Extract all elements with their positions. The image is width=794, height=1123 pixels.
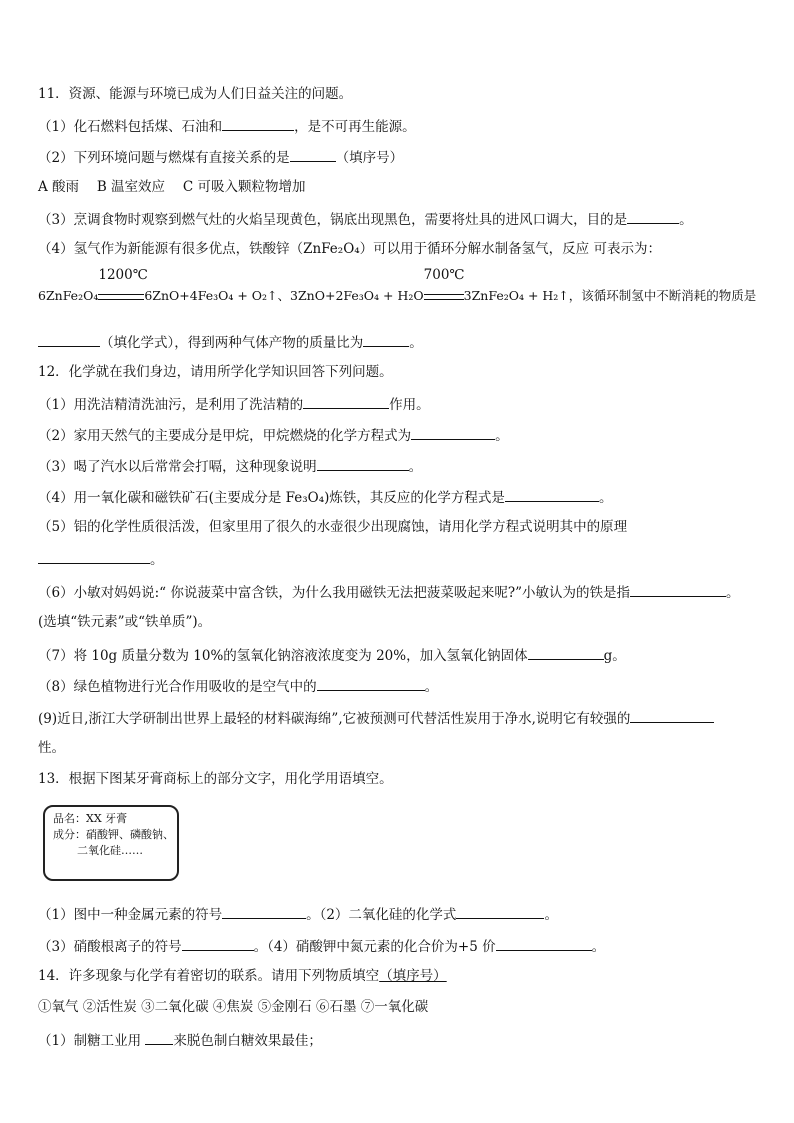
reaction-arrow (423, 267, 465, 306)
q13-title: 13．根据下图某牙膏商标上的部分文字，用化学用语填空。 (38, 771, 393, 787)
answer-blank[interactable] (145, 1029, 173, 1045)
answer-blank[interactable] (456, 903, 544, 919)
q12-part4-text: （4）用一氧化碳和磁铁矿石(主要成分是 Fe₃O₄)炼铁，其反应的化学方程式是 (38, 490, 505, 506)
q12-part6 (38, 581, 739, 603)
answer-blank[interactable] (528, 644, 604, 660)
q12-part3-text: （3）喝了汽水以后常常会打嗝，这种现象说明 (38, 459, 317, 475)
q12-part9 (38, 707, 714, 729)
answer-blank[interactable] (317, 675, 425, 691)
q11-part2-tail: （填序号） (335, 150, 404, 166)
answer-blank[interactable] (38, 331, 100, 347)
answer-blank[interactable] (182, 935, 254, 951)
q14-part1-text: （1）制糖工业用 (38, 1033, 146, 1049)
answer-blank[interactable] (38, 548, 150, 564)
q13-part2-text: 。（2）二氧化硅的化学式 (306, 907, 457, 923)
q11-part1-text: （1）化石燃料包括煤、石油和 (38, 119, 223, 135)
answer-blank[interactable] (363, 331, 409, 347)
reaction-condition: 700℃ (423, 267, 465, 283)
q13-part3 (38, 935, 605, 957)
answer-blank[interactable] (411, 424, 495, 440)
equation-products: 6ZnO+4Fe₃O₄ + O₂↑、3ZnO+2Fe₃O₄ + H₂O (144, 288, 424, 303)
q11-part4: （4）氢气作为新能源有很多优点，铁酸锌（ZnFe₂O₄）可以用于循环分解水制备氢气，反应 可表示为： (38, 241, 661, 257)
q12-part1 (38, 393, 430, 415)
q14-title-text: 14．许多现象与化学有着密切的联系。请用下列物质填空 (38, 968, 380, 984)
label-line: 二氧化硅…… (77, 844, 143, 857)
q12-part8-text: （8）绿色植物进行光合作用吸收的是空气中的 (38, 679, 317, 695)
equation-products: 3ZnFe₂O₄ + H₂↑，该循环制氢中不断消耗的物质是 (463, 288, 757, 303)
q12-part5-answer (38, 548, 164, 570)
answer-blank[interactable] (222, 115, 294, 131)
q11-part3-text: （3）烹调食物时观察到燃气灶的火焰呈现黄色，锅底出现黑色，需要将灶具的进风口调大，目的是 (38, 212, 628, 228)
q11-part3 (38, 208, 693, 230)
q11-part1-tail: ，是不可再生能源。 (294, 119, 416, 135)
q12-part8-tail: 。 (424, 679, 439, 695)
q12-part2 (38, 424, 509, 446)
answer-blank[interactable] (222, 903, 306, 919)
label-line: 品名：XX 牙膏 (53, 812, 128, 825)
q11-part2 (38, 146, 403, 168)
q12-part7-tail: g。 (603, 648, 626, 664)
answer-blank[interactable] (496, 935, 592, 951)
q12-part2-text: （2）家用天然气的主要成分是甲烷，甲烷燃烧的化学方程式为 (38, 428, 412, 444)
label-line: 成分：硝酸钾、磷酸钠、 (53, 828, 174, 841)
q12-title: 12．化学就在我们身边，请用所学化学知识回答下列问题。 (38, 364, 393, 380)
answer-blank[interactable] (627, 208, 679, 224)
q12-part3 (38, 455, 422, 477)
answer-blank[interactable] (505, 486, 599, 502)
q13-part3-tail: 。 (591, 939, 606, 955)
q12-part9-text: (9)近日,浙江大学研制出世界上最轻的材料碳海绵”,它被预测可代替活性炭用于净水,说明它有较强的 (38, 711, 631, 727)
q11-part1 (38, 115, 416, 137)
q14-part1-tail: 来脱色制白糖效果最佳； (173, 1033, 322, 1049)
q12-part5: （5）铝的化学性质很活泼，但家里用了很久的水壶很少出现腐蚀，请用化学方程式说明其中的原理 (38, 519, 628, 535)
q12-part1-text: （1）用洗洁精清洗油污，是利用了洗洁精的 (38, 397, 304, 413)
q11-part4-tail: 。 (409, 335, 423, 351)
answer-blank[interactable] (630, 707, 714, 723)
q13-part4-text: 。（4）硝酸钾中氮元素的化合价为+5 价 (253, 939, 496, 955)
q12-part8 (38, 675, 438, 697)
reaction-arrow (98, 267, 148, 306)
q14-title-note: （填序号） (379, 968, 447, 984)
q11-title: 11．资源、能源与环境已成为人们日益关注的问题。 (38, 86, 353, 102)
q11-part4-text: （填化学式），得到两种气体产物的质量比为 (100, 335, 364, 351)
q11-options: A 酸雨 B 温室效应 C 可吸入颗粒物增加 (38, 179, 306, 195)
answer-blank[interactable] (290, 146, 336, 162)
q14-title (38, 966, 447, 986)
q12-part3-tail: 。 (408, 459, 423, 475)
answer-blank[interactable] (630, 581, 726, 597)
q12-part7-text: （7）将 10g 质量分数为 10%的氢氧化钠溶液浓度变为 20%，加入氢氧化钠固体 (38, 648, 528, 664)
q11-part2-text: （2）下列环境问题与燃煤有直接关系的是 (38, 150, 290, 166)
q12-part6-tail: 。 (725, 585, 740, 601)
toothpaste-label (43, 805, 179, 881)
q14-part1 (38, 1029, 322, 1051)
q12-part1-tail: 作用。 (389, 397, 430, 413)
q13-part1 (38, 903, 558, 925)
q12-part4 (38, 486, 612, 508)
q12-part7 (38, 644, 626, 666)
equation-reactant: 6ZnFe₂O₄ (38, 288, 99, 303)
q13-part3-text: （3）硝酸根离子的符号 (38, 939, 182, 955)
q12-part9-tail: 性。 (38, 740, 65, 756)
q12-part4-tail: 。 (598, 490, 613, 506)
answer-blank[interactable] (303, 393, 389, 409)
reaction-condition: 1200℃ (98, 267, 148, 283)
answer-blank[interactable] (317, 455, 409, 471)
q12-part2-tail: 。 (495, 428, 509, 444)
q11-part3-tail: 。 (679, 212, 693, 228)
q11-equation (38, 267, 757, 306)
q13-part1-text: （1）图中一种金属元素的符号 (38, 907, 223, 923)
q11-part4-answer (38, 331, 423, 353)
q12-part6-note: (选填“铁元素”或“铁单质”)。 (38, 614, 212, 630)
q12-part6-text: （6）小敏对妈妈说:“ 你说菠菜中富含铁，为什么我用磁铁无法把菠菜吸起来呢?”小敏认为的铁是指 (38, 585, 630, 601)
q14-options: ①氧气 ②活性炭 ③二氧化碳 ④焦炭 ⑤金刚石 ⑥石墨 ⑦一氧化碳 (38, 999, 429, 1015)
q12-part5-tail: 。 (150, 552, 164, 568)
q13-part1-tail: 。 (544, 907, 558, 923)
